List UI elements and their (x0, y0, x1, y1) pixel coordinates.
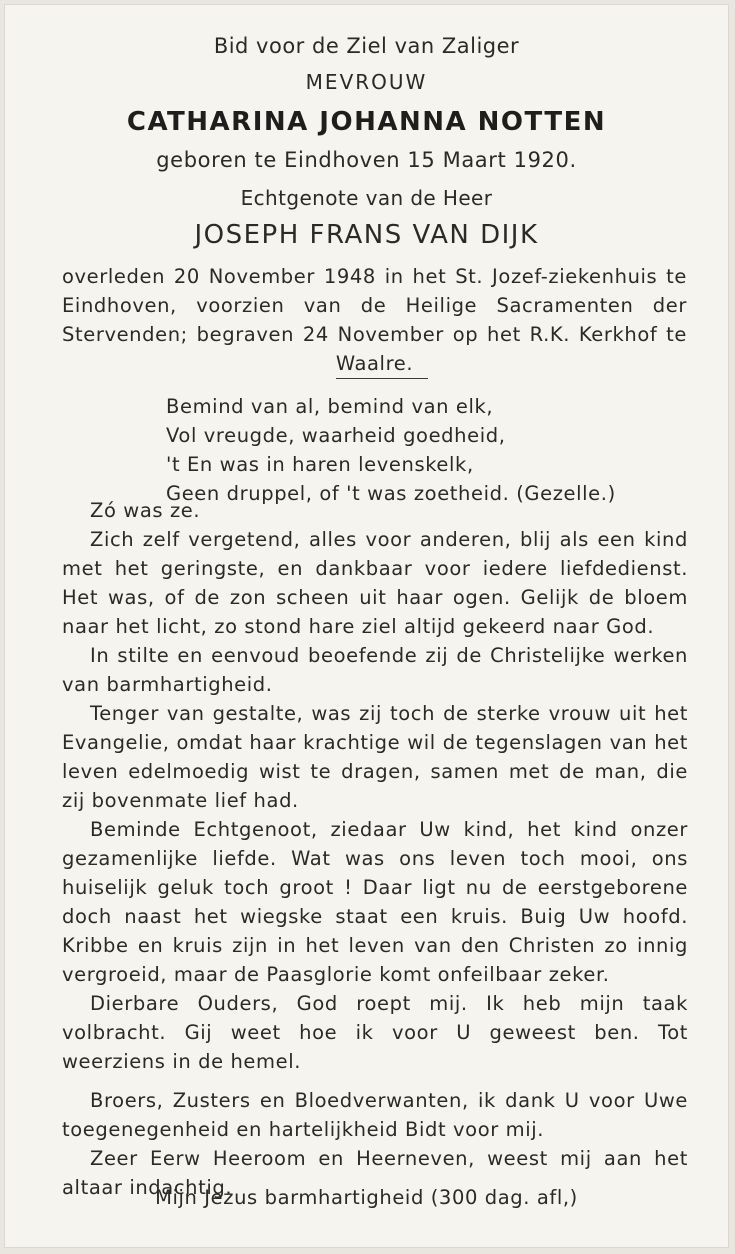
memorial-card (4, 4, 729, 1248)
body-text (62, 496, 688, 1202)
closing-prayer: Mijn Jezus barmhartigheid (300 dag. afl,) (155, 1186, 578, 1209)
death-notice: overleden 20 November 1948 in het St. Jozef-ziekenhuis te Eindhoven, voorzien van de Heilige Sacramenten der Stervenden; begraven 24 November op het R.K. Kerkhof te Waalre. (62, 265, 687, 375)
paragraph: Zeer Eerw Heeroom en Heerneven, weest mij aan het altaar indachtig. (62, 1147, 688, 1199)
paragraph: Broers, Zusters en Bloedverwanten, ik dank U voor Uwe toegenegenheid en hartelijkheid Bidt voor mij. (62, 1089, 688, 1141)
paragraph: Zó was ze. (90, 499, 201, 522)
prayer-line: Bid voor de Ziel van Zaliger (213, 34, 520, 58)
divider (336, 378, 428, 379)
paragraph: In stilte en eenvoud beoefende zij de Christelijke werken van barmhartigheid. (62, 644, 688, 696)
poem-line: 't En was in haren levenskelk, (166, 453, 474, 476)
spouse-name: JOSEPH FRANS VAN DIJK (194, 220, 539, 250)
title-word: MEVROUW (305, 70, 428, 94)
birth-line: geboren te Eindhoven 15 Maart 1920. (156, 148, 577, 172)
poem-line: Vol vreugde, waarheid goedheid, (166, 424, 506, 447)
poem (166, 392, 706, 508)
deceased-name: CATHARINA JOHANNA NOTTEN (126, 107, 607, 137)
paragraph: Zich zelf vergetend, alles voor anderen, blij als een kind met het geringste, en dankbaar voor iedere liefdedienst. Het was, of de zon scheen uit haar ogen. Gelijk de bloem naar het licht, zo stond hare ziel altijd gekeerd naar God. (62, 528, 688, 638)
paragraph: Tenger van gestalte, was zij toch de sterke vrouw uit het Evangelie, omdat haar krachtige wil de tegenslagen van het leven edelmoedig wist te dragen, samen met de man, die zij bovenmate lief had. (62, 702, 688, 812)
paragraph: Beminde Echtgenoot, ziedaar Uw kind, het kind onzer gezamenlijke liefde. Wat was ons leven toch mooi, ons huiselijk geluk toch groot ! Daar ligt nu de eerstgeborene doch naast het wiegske staat een kruis. Buig Uw hoofd. Kribbe en kruis zijn in het leven van den Christen zo innig vergroeid, maar de Paasglorie komt onfeilbaar zeker. (62, 818, 688, 986)
paragraph: Dierbare Ouders, God roept mij. Ik heb mijn taak volbracht. Gij weet hoe ik voor U geweest ben. Tot weerziens in de hemel. (62, 992, 688, 1073)
spouse-intro: Echtgenote van de Heer (240, 186, 493, 210)
poem-line: Bemind van al, bemind van elk, (166, 395, 494, 418)
poem-line: Geen druppel, of 't was zoetheid. (Gezelle.) (166, 482, 616, 505)
